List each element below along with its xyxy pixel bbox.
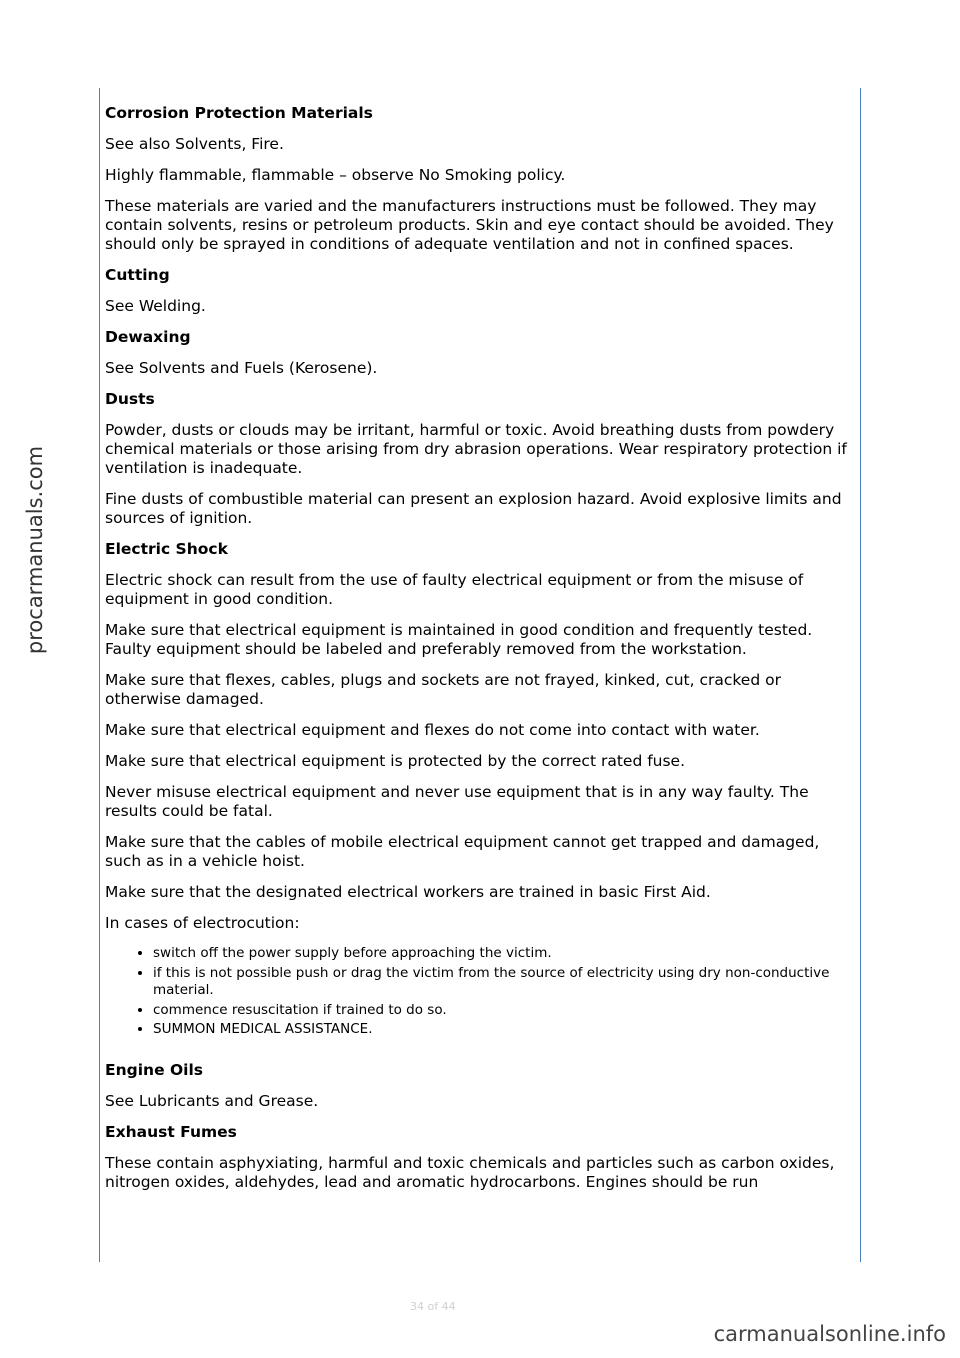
paragraph: See Lubricants and Grease. <box>105 1091 319 1110</box>
paragraph: Electric shock can result from the use of faulty electrical equipment or from the misuse of equipment in good condition. <box>105 571 804 608</box>
paragraph: In cases of electrocution: <box>105 914 300 932</box>
paragraph: Never misuse electrical equipment and never use equipment that is in any way faulty. The results could be fatal. <box>105 783 809 820</box>
page-number: 34 of 44 <box>410 1300 456 1313</box>
section-heading: Corrosion Protection Materials <box>105 104 373 122</box>
paragraph: See also Solvents, Fire. <box>105 135 284 153</box>
side-watermark <box>20 340 50 760</box>
document-content <box>100 88 860 1192</box>
paragraph: Make sure that flexes, cables, plugs and sockets are not frayed, kinked, cut, cracked or otherwise damaged. <box>105 671 781 708</box>
section-heading: Electric Shock <box>105 540 228 558</box>
section-heading: Cutting <box>105 266 170 284</box>
paragraph: See Welding. <box>105 297 206 315</box>
section-heading: Dewaxing <box>105 328 191 346</box>
paragraph: These contain asphyxiating, harmful and toxic chemicals and particles such as carbon oxides, nitrogen oxides, aldehydes, lead and aromatic hydrocarbons. Engines should be run <box>105 1153 835 1191</box>
paragraph: These materials are varied and the manufacturers instructions must be followed. They may contain solvents, resins or petroleum products. Skin and eye contact should be avoided. They should only be sprayed in conditions of adequate ventilation and not in confined spaces. <box>105 197 834 253</box>
paragraph: Make sure that the designated electrical workers are trained in basic First Aid. <box>105 883 711 901</box>
footer-watermark: carmanualsonline.info <box>713 1322 946 1346</box>
paragraph: Make sure that electrical equipment is maintained in good condition and frequently tested. Faulty equipment should be labeled and preferably removed from the workstation. <box>105 621 813 658</box>
section-heading: Dusts <box>105 390 155 408</box>
paragraph: Powder, dusts or clouds may be irritant, harmful or toxic. Avoid breathing dusts from powdery chemical materials or those arising from dry abrasion operations. Wear respiratory protection if ventilation is inadequate. <box>105 421 847 477</box>
list-item: • commence resuscitation if trained to do so. <box>153 1002 856 1020</box>
paragraph: Make sure that electrical equipment and flexes do not come into contact with water. <box>105 721 760 739</box>
paragraph: Highly flammable, flammable – observe No Smoking policy. <box>105 166 566 184</box>
side-watermark-text: procarmanuals.com <box>23 445 47 655</box>
section-heading: Engine Oils <box>105 1060 204 1079</box>
bullet-list <box>105 945 856 1039</box>
document-page <box>99 88 861 1262</box>
paragraph: Fine dusts of combustible material can present an explosion hazard. Avoid explosive limits and sources of ignition. <box>105 490 842 527</box>
paragraph: Make sure that electrical equipment is protected by the correct rated fuse. <box>105 752 686 770</box>
list-item: • if this is not possible push or drag the victim from the source of electricity using dry non-conductive material. <box>153 965 856 1000</box>
paragraph: Make sure that the cables of mobile electrical equipment cannot get trapped and damaged, such as in a vehicle hoist. <box>105 833 820 870</box>
list-item: • switch off the power supply before approaching the victim. <box>153 945 856 963</box>
paragraph: See Solvents and Fuels (Kerosene). <box>105 359 378 377</box>
list-item: • SUMMON MEDICAL ASSISTANCE. <box>153 1021 856 1039</box>
section-heading: Exhaust Fumes <box>105 1122 237 1141</box>
